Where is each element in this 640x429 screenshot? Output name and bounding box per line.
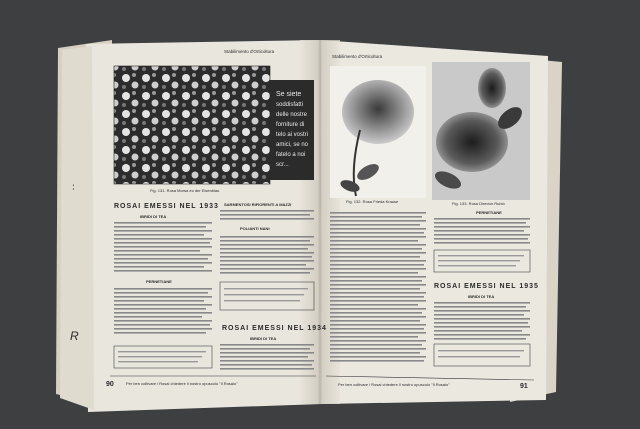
svg-text:fatelo a noi: fatelo a noi [276, 152, 306, 158]
svg-text:telo ai vostri: telo ai vostri [276, 132, 309, 138]
svg-text:. .: . . [69, 184, 76, 190]
svg-text:R: R [70, 329, 79, 343]
svg-text:soddisfatti: soddisfatti [276, 102, 304, 108]
right-subsection: PERNETIANE [476, 210, 502, 215]
left-mid-heading: SARMENTOSI RIFIORENTI A MAZZI [224, 202, 292, 207]
left-footer: Per ben coltivare i Rosai chiedere il nostro opuscolo "Il Rosaio" [126, 381, 238, 386]
left-header: Stabilimento d'Orticoltura [224, 49, 275, 54]
left-section-title: ROSAI EMESSI NEL 1933 [114, 203, 219, 210]
left-page-number: 90 [106, 381, 114, 388]
svg-text:scr...: scr... [276, 162, 289, 168]
right-footer: Per ben coltivare i Rosai chiedere il nostro opuscolo "Il Rosaio" [338, 382, 450, 387]
rose-illustration-1 [342, 80, 414, 144]
right-page-number: 91 [520, 383, 528, 390]
right-caption-2: Fig. 133. Rosa Director Rubió [452, 201, 505, 206]
svg-text:Se siete: Se siete [276, 91, 302, 98]
svg-text:amici, se no: amici, se no [276, 142, 309, 148]
svg-text:delle nostre: delle nostre [276, 112, 308, 118]
right-subsection-2: IBRIDI DI TEA [468, 294, 495, 299]
left-caption: Fig. 131. Rosa Morsa eo der Eisenblau [150, 188, 220, 193]
right-section-title: ROSAI EMESSI NEL 1935 [434, 283, 539, 290]
flower-photo [114, 66, 270, 184]
left-mid-heading-2: POLIANTI NANI [240, 226, 270, 231]
right-header: Stabilimento d'Orticoltura [332, 54, 383, 59]
left-subsection-3: IBRIDI DI TEA [250, 336, 277, 341]
left-subsection: IBRIDI DI TEA [140, 214, 167, 219]
left-section-title-2: ROSAI EMESSI NEL 1934 [222, 325, 327, 332]
right-caption-1: Fig. 132. Rosa Frieda Krause [346, 199, 399, 204]
left-subsection-2: PERNETIANE [146, 279, 172, 284]
rose-illustration-2 [436, 112, 508, 172]
svg-text:forniture di: forniture di [276, 122, 305, 128]
